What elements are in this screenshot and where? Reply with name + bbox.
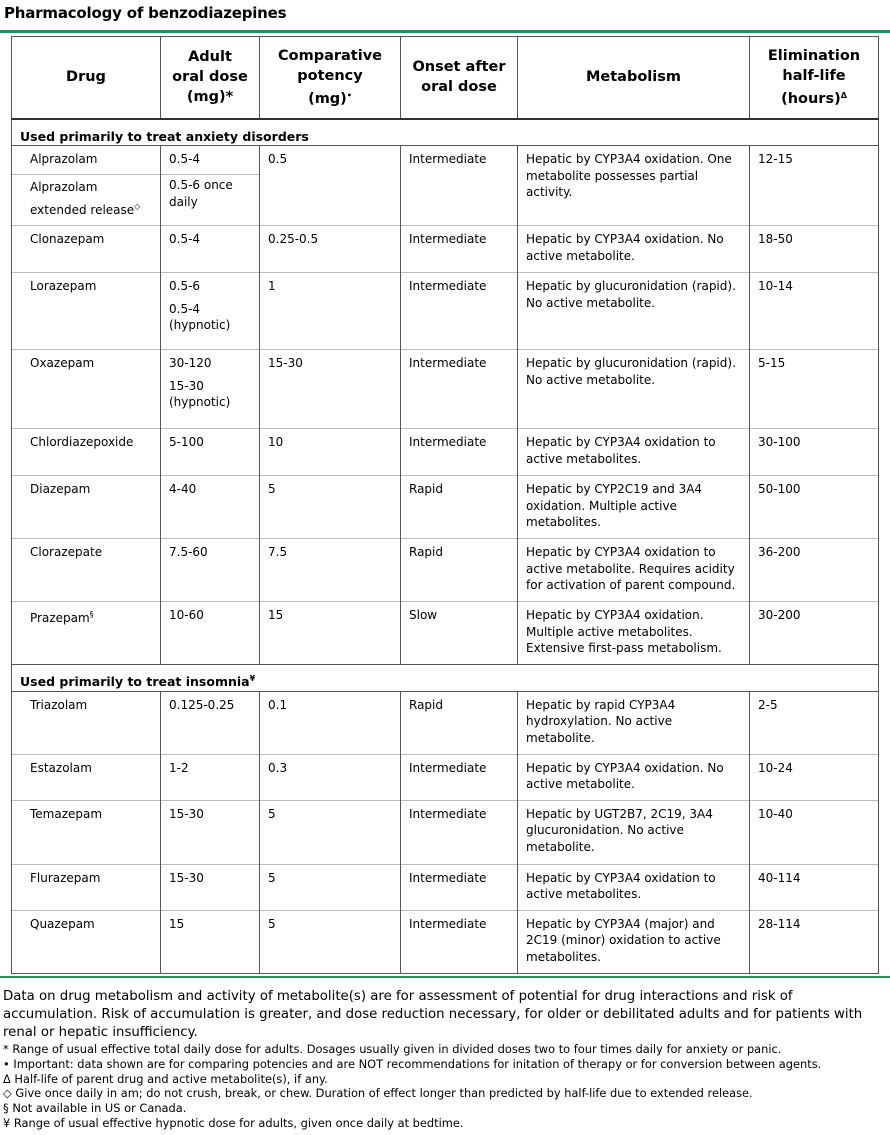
metabolism-cell: Hepatic by CYP3A4 (major) and 2C19 (minor) oxidation to active metabolites. — [518, 910, 750, 973]
header-onset-line2: oral dose — [421, 79, 497, 96]
potency-cell: 5 — [260, 910, 401, 973]
dose-cell — [161, 350, 260, 429]
half-life-cell: 10-24 — [750, 754, 879, 800]
drug-cell — [12, 754, 161, 800]
dose-cell: 1-2 — [161, 754, 260, 800]
table-row — [12, 602, 879, 665]
potency-cell: 10 — [260, 429, 401, 476]
dose-cell — [161, 273, 260, 350]
footnote-dose: * Range of usual effective total daily dose for adults. Dosages usually given in divided doses two to four times daily for anxiety or panic. — [3, 1042, 782, 1056]
potency-cell: 5 — [260, 476, 401, 539]
drug-name: Clorazepate — [30, 545, 103, 559]
header-potency-line3 — [264, 86, 396, 109]
dose-hypnotic-value: 15-30 (hypnotic) — [169, 378, 231, 409]
metabolism-cell: Hepatic by CYP2C19 and 3A4 oxidation. Multiple active metabolites. — [518, 476, 750, 539]
header-potency-mark: • — [346, 90, 352, 100]
half-life-cell: 12-15 — [750, 146, 879, 226]
metabolism-cell: Hepatic by rapid CYP3A4 hydroxylation. No active metabolite. — [518, 691, 750, 754]
benzodiazepine-table-container — [11, 36, 878, 974]
dose-value: 0.5-6 — [169, 279, 201, 293]
half-life-cell: 10-14 — [750, 273, 879, 350]
onset-cell: Intermediate — [401, 800, 518, 864]
section-label — [12, 119, 879, 146]
drug-cell — [12, 602, 161, 665]
potency-cell: 1 — [260, 273, 401, 350]
metabolism-cell: Hepatic by CYP3A4 oxidation. No active metabolite. — [518, 226, 750, 273]
half-life-cell: 40-114 — [750, 864, 879, 910]
drug-mark: § — [89, 610, 94, 619]
section-label-mark: ¥ — [249, 674, 256, 683]
header-half-line1: Elimination — [767, 47, 861, 64]
metabolism-cell: Hepatic by CYP3A4 oxidation. One metabolite possesses partial activity. — [518, 146, 750, 226]
drug-name: Lorazepam — [30, 279, 97, 293]
dose-cell: 5-100 — [161, 429, 260, 476]
drug-cell — [12, 910, 161, 973]
drug-name: Quazepam — [30, 916, 95, 931]
table-row — [12, 350, 879, 429]
footnote-availability: § Not available in US or Canada. — [3, 1101, 187, 1116]
dose-cell: 0.5-4 — [161, 146, 260, 175]
drug-name: Estazolam — [30, 760, 92, 775]
section-label — [12, 665, 879, 692]
table-row — [12, 754, 879, 800]
table-row — [12, 429, 879, 476]
onset-cell: Intermediate — [401, 910, 518, 973]
section-label-text: Used primarily to treat insomnia — [20, 674, 250, 689]
table-row — [12, 864, 879, 910]
drug-cell — [12, 146, 161, 175]
bottom-divider — [0, 976, 890, 978]
onset-cell: Rapid — [401, 691, 518, 754]
header-potency-line1: Comparative — [278, 47, 382, 64]
drug-cell — [12, 273, 161, 350]
half-life-cell: 30-200 — [750, 602, 879, 665]
drug-name: Temazepam — [30, 806, 103, 821]
onset-cell: Rapid — [401, 476, 518, 539]
potency-cell: 0.25-0.5 — [260, 226, 401, 273]
table-row — [12, 910, 879, 973]
header-row — [12, 37, 879, 119]
footnote-half-life: Δ Half-life of parent drug and active metabolite(s), if any. — [3, 1071, 328, 1086]
dose-cell: 15-30 — [161, 864, 260, 910]
drug-cell — [12, 175, 161, 226]
dose-cell: 7.5-60 — [161, 539, 260, 602]
potency-cell: 0.5 — [260, 146, 401, 226]
potency-cell: 15-30 — [260, 350, 401, 429]
half-life-cell: 36-200 — [750, 539, 879, 602]
metabolism-cell: Hepatic by CYP3A4 oxidation to active metabolites. — [518, 429, 750, 476]
header-half-life — [750, 37, 879, 119]
table-row — [12, 273, 879, 350]
drug-name: Oxazepam — [30, 356, 95, 370]
dose-cell: 0.5-6 once daily — [161, 175, 260, 226]
drug-cell — [12, 800, 161, 864]
table-row — [12, 226, 879, 273]
section-label-text: Used primarily to treat anxiety disorders — [20, 128, 309, 144]
header-half-line3 — [754, 86, 874, 109]
table-notes — [3, 988, 887, 1131]
dose-cell: 15 — [161, 910, 260, 973]
header-potency-line2: potency — [297, 67, 363, 84]
header-metabolism: Metabolism — [518, 37, 750, 119]
drug-cell — [12, 864, 161, 910]
dose-value: 30-120 — [169, 356, 212, 370]
header-dose — [161, 37, 260, 119]
drug-name: Diazepam — [30, 482, 91, 496]
drug-name: Prazepam — [30, 611, 90, 625]
footnote-potency: • Important: data shown are for comparing potencies and are NOT recommendations for initation of therapy or for conversion between agents. — [3, 1056, 822, 1071]
header-onset — [401, 37, 518, 119]
table-row — [12, 691, 879, 754]
half-life-cell: 18-50 — [750, 226, 879, 273]
metabolism-cell: Hepatic by glucuronidation (rapid). No active metabolite. — [518, 273, 750, 350]
onset-cell: Intermediate — [401, 226, 518, 273]
half-life-cell: 10-40 — [750, 800, 879, 864]
onset-cell: Intermediate — [401, 273, 518, 350]
half-life-cell: 5-15 — [750, 350, 879, 429]
drug-mark: ◇ — [134, 202, 141, 211]
drug-name: Alprazolam extended release — [30, 180, 135, 217]
dose-hypnotic-value: 0.5-4 (hypnotic) — [169, 301, 231, 332]
onset-cell: Intermediate — [401, 350, 518, 429]
potency-cell: 5 — [260, 864, 401, 910]
header-potency-unit: (mg) — [308, 90, 347, 107]
drug-cell — [12, 476, 161, 539]
header-dose-line2: oral dose — [172, 69, 248, 86]
metabolism-cell: Hepatic by CYP3A4 oxidation to active metabolite. Requires acidity for activation of parent compound. — [518, 539, 750, 602]
footnote-extended-release: ◇ Give once daily in am; do not crush, break, or chew. Duration of effect longer than predicted by half-life due to extended release. — [3, 1086, 753, 1101]
dose-cell: 10-60 — [161, 602, 260, 665]
onset-cell: Slow — [401, 602, 518, 665]
header-potency — [260, 37, 401, 119]
dose-cell: 0.5-4 — [161, 226, 260, 273]
drug-name: Alprazolam — [30, 152, 98, 166]
drug-cell — [12, 226, 161, 273]
drug-cell — [12, 350, 161, 429]
potency-cell: 0.3 — [260, 754, 401, 800]
table-row — [12, 476, 879, 539]
note-main: Data on drug metabolism and activity of metabolite(s) are for assessment of potential for drug interactions and risk of accumulation. Risk of accumulation is greater, and dose reduction necessary, for older or debilitated adults and for patients with renal or hepatic insufficiency. — [3, 989, 863, 1040]
metabolism-cell: Hepatic by CYP3A4 oxidation to active metabolites. — [518, 864, 750, 910]
header-dose-line1: Adult — [188, 49, 232, 66]
metabolism-cell: Hepatic by CYP3A4 oxidation. Multiple active metabolites. Extensive first-pass metabolism. — [518, 602, 750, 665]
drug-name: Flurazepam — [30, 870, 101, 885]
section-row — [12, 665, 879, 692]
drug-cell — [12, 691, 161, 754]
onset-cell: Intermediate — [401, 429, 518, 476]
onset-cell: Intermediate — [401, 754, 518, 800]
metabolism-cell: Hepatic by CYP3A4 oxidation. No active metabolite. — [518, 754, 750, 800]
onset-cell: Intermediate — [401, 146, 518, 226]
potency-cell: 7.5 — [260, 539, 401, 602]
drug-name: Clonazepam — [30, 232, 105, 246]
metabolism-cell: Hepatic by UGT2B7, 2C19, 3A4 glucuronidation. No active metabolite. — [518, 800, 750, 864]
header-onset-line1: Onset after — [412, 59, 506, 76]
dose-cell: 15-30 — [161, 800, 260, 864]
drug-cell — [12, 429, 161, 476]
table-row — [12, 800, 879, 864]
table-row — [12, 539, 879, 602]
header-dose-line3: (mg)* — [186, 89, 234, 106]
table-row — [12, 146, 879, 175]
header-half-mark: Δ — [840, 90, 847, 100]
drug-name: Chlordiazepoxide — [30, 435, 134, 449]
metabolism-cell: Hepatic by glucuronidation (rapid). No active metabolite. — [518, 350, 750, 429]
header-half-line2: half-life — [782, 67, 846, 84]
onset-cell: Intermediate — [401, 864, 518, 910]
benzodiazepine-table — [11, 36, 879, 974]
half-life-cell: 30-100 — [750, 429, 879, 476]
footnote-hypnotic: ¥ Range of usual effective hypnotic dose for adults, given once daily at bedtime. — [3, 1115, 464, 1130]
potency-cell: 0.1 — [260, 691, 401, 754]
half-life-cell: 28-114 — [750, 910, 879, 973]
section-row — [12, 119, 879, 146]
half-life-cell: 50-100 — [750, 476, 879, 539]
header-drug: Drug — [12, 37, 161, 119]
header-half-unit: (hours) — [781, 90, 841, 107]
dose-cell: 4-40 — [161, 476, 260, 539]
drug-name: Triazolam — [30, 697, 88, 712]
top-divider — [0, 30, 890, 33]
potency-cell: 5 — [260, 800, 401, 864]
page-title: Pharmacology of benzodiazepines — [4, 4, 287, 22]
onset-cell: Rapid — [401, 539, 518, 602]
potency-cell: 15 — [260, 602, 401, 665]
half-life-cell: 2-5 — [750, 691, 879, 754]
drug-cell — [12, 539, 161, 602]
dose-cell: 0.125-0.25 — [161, 691, 260, 754]
